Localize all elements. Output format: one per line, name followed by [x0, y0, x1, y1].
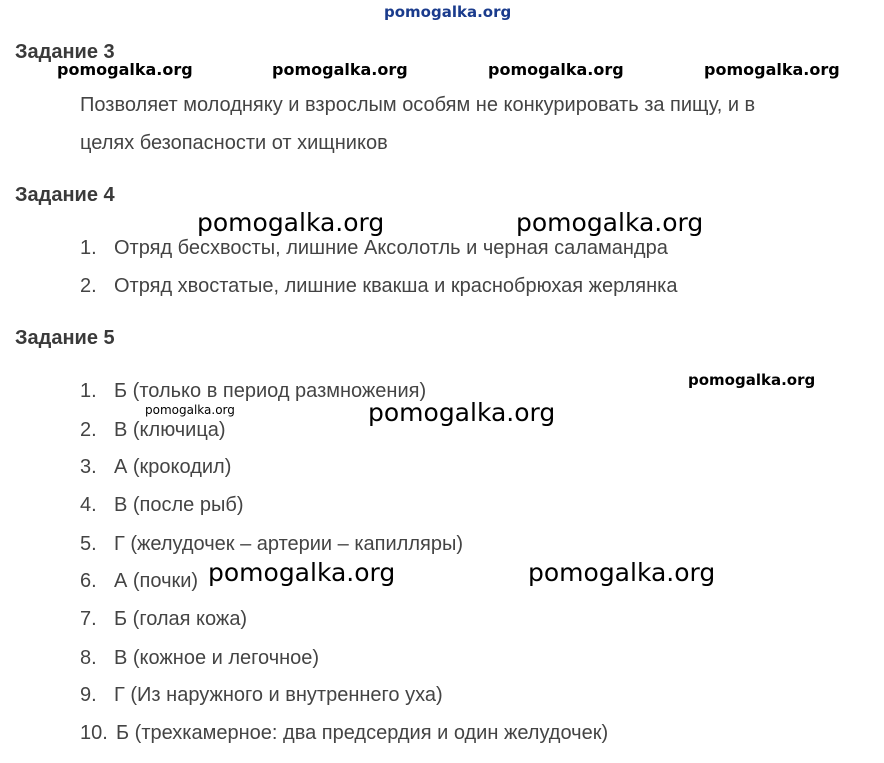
watermark: pomogalka.org [145, 403, 235, 417]
task5-item [80, 494, 243, 517]
item-number: 10. [80, 722, 108, 744]
item-number: 8. [80, 647, 97, 669]
task3-text-line2: целях безопасности от хищников [80, 132, 388, 154]
item-number: 4. [80, 494, 97, 516]
task5-item [80, 722, 608, 745]
item-number: 3. [80, 456, 97, 478]
item-text: Г (Из наружного и внутреннего уха) [114, 684, 443, 706]
task5-item [80, 647, 319, 670]
task5-item [80, 419, 226, 442]
item-text: Б (только в период размножения) [114, 380, 427, 402]
item-text: Отряд хвостатые, лишние квакша и краснобрюхая жерлянка [114, 275, 678, 297]
item-text: В (ключица) [114, 419, 226, 441]
item-text: Г (желудочек – артерии – капилляры) [114, 533, 463, 555]
task3-text-line1: Позволяет молодняку и взрослым особям не конкурировать за пищу, и в [80, 94, 756, 116]
item-number: 2. [80, 275, 97, 297]
task4-heading: Задание 4 [15, 184, 115, 206]
watermark: pomogalka.org [272, 60, 408, 79]
watermark: pomogalka.org [208, 558, 396, 587]
task4-item [80, 275, 677, 298]
item-text: Б (трехкамерное: два предсердия и один желудочек) [116, 722, 609, 744]
item-text: Б (голая кожа) [114, 608, 248, 630]
item-number: 9. [80, 684, 97, 706]
task5-item [80, 533, 463, 556]
item-text: А (почки) [114, 570, 199, 592]
watermark: pomogalka.org [488, 60, 624, 79]
watermark: pomogalka.org [704, 60, 840, 79]
item-text: Отряд бесхвосты, лишние Аксолотль и черная саламандра [114, 237, 668, 259]
task5-heading: Задание 5 [15, 327, 115, 349]
watermark-top: pomogalka.org [384, 3, 512, 21]
item-text: А (крокодил) [114, 456, 232, 478]
item-number: 1. [80, 380, 97, 402]
item-number: 7. [80, 608, 97, 630]
item-number: 1. [80, 237, 97, 259]
watermark: pomogalka.org [688, 371, 816, 389]
item-number: 2. [80, 419, 97, 441]
task4-item [80, 237, 668, 260]
task5-item [80, 456, 231, 479]
watermark: pomogalka.org [516, 208, 704, 237]
task5-item [80, 608, 247, 631]
item-text: В (кожное и легочное) [114, 647, 320, 669]
task5-item [80, 684, 443, 707]
item-number: 6. [80, 570, 97, 592]
task3-heading: Задание 3 [15, 41, 115, 63]
watermark: pomogalka.org [57, 60, 193, 79]
item-number: 5. [80, 533, 97, 555]
watermark: pomogalka.org [528, 558, 716, 587]
task5-item [80, 570, 198, 593]
watermark: pomogalka.org [197, 208, 385, 237]
item-text: В (после рыб) [114, 494, 244, 516]
watermark: pomogalka.org [368, 398, 556, 427]
